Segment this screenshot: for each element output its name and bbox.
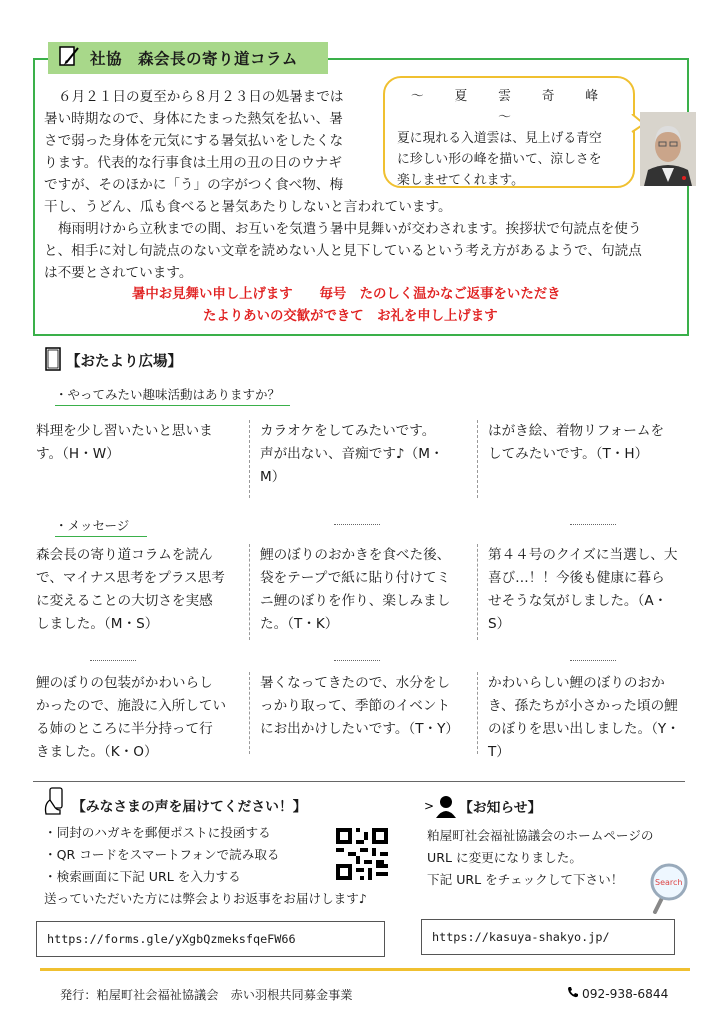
hand-phone-icon [42, 786, 68, 820]
svg-text:>: > [424, 799, 435, 813]
voices-url-field[interactable]: https://forms.gle/yXgbQzmeksfqeFW66 [36, 921, 385, 957]
voices-title: 【みなさまの声を届けてください！】 [72, 799, 307, 815]
footer-publisher: 発行：粕屋町社会福祉協議会 赤い羽根共同募金事業 [60, 988, 353, 1002]
person-icon [424, 794, 458, 822]
otayori-title: 【おたより広場】 [66, 354, 182, 370]
section-divider [33, 781, 685, 782]
separator [334, 660, 380, 661]
column-title-tab [48, 42, 328, 74]
voices-list: ・同封のハガキを郵便ポストに投函する ・QR コードをスマートフォンで読み取る ・検索画面に下記 URL を入力する [44, 825, 280, 884]
message-heading: ・メッセージ [55, 516, 147, 537]
haiku-title: ～ 夏 雲 奇 峰 ～ [410, 89, 629, 125]
footer-phone: 092-938-6844 [567, 986, 668, 1001]
separator [570, 524, 616, 525]
voices-note: 送っていただいた方には弊会よりお返事をお届けします♪ [44, 891, 367, 906]
letter-icon [44, 346, 62, 376]
haiku-bubble: ～ 夏 雲 奇 峰 ～ 夏に現れる入道雲は、見上げる青空 に珍しい形の峰を描いて、涼しさを 楽しませてくれます。 [383, 76, 635, 188]
separator [334, 524, 380, 525]
search-label: Search [655, 878, 683, 887]
search-magnifier-icon [645, 862, 689, 918]
column-divider [249, 544, 250, 640]
qr-code[interactable] [336, 828, 388, 880]
chairman-portrait [640, 112, 696, 186]
greeting-line-2: たよりあいの交歓ができて お礼を申し上げます [203, 309, 498, 324]
message-item: 第４４号のクイズに当選し、大 喜び…！！今後も健康に暮ら せそうな気がしました。（A・ S） [488, 547, 678, 632]
message-item: 暑くなってきたので、水分をし っかり取って、季節のイベント にお出かけしたいです。（T・Y） [260, 675, 460, 737]
notice-title: 【お知らせ】 [459, 800, 542, 816]
message-item: 鯉のぼりのおかきを食べた後、 袋をテープで紙に貼り付けてミ ニ鯉のぼりを作り、楽しみまし た。（T・K） [260, 547, 451, 632]
message-item: 森会長の寄り道コラムを読ん で、マイナス思考をプラス思考 に変えることの大切さを実感 しました。（M・S） [36, 547, 225, 632]
pen-paper-icon [58, 45, 80, 71]
hobby-answer: はがき絵、着物リフォームを してみたいです。（T・H） [488, 423, 665, 462]
hobby-answer: カラオケをしてみたいです。 声が出ない、音痴です♪（M・ M） [260, 423, 444, 485]
column-divider [249, 672, 250, 754]
notice-url-field[interactable]: https://kasuya-shakyo.jp/ [421, 919, 675, 955]
column-divider [477, 544, 478, 640]
separator [570, 660, 616, 661]
message-item: 鯉のぼりの包装がかわいらし かったので、施設に入所してい る姉のところに半分持って行 きました。（K・O） [36, 675, 227, 760]
footer-rule [40, 968, 690, 971]
column-divider [477, 672, 478, 754]
column-paragraph-2: 梅雨明けから立秋までの間、お互いを気遣う暑中見舞いが交わされます。挨拶状で句読点を使う と、相手に対し句読点のない文章を読めない人と見下しているという考え方があるようで、句読点 は不要とされています。 [44, 221, 642, 281]
hobby-answer: 料理を少し習いたいと思いま す。（H・W） [36, 423, 213, 462]
hobby-question: ・やってみたい趣味活動はありますか？ [55, 385, 290, 406]
column-title: 社協 森会長の寄り道コラム [90, 50, 298, 68]
greeting-line-1: 暑中お見舞い申し上げます 毎号 たのしく温かなご返事をいただき [132, 287, 561, 302]
column-divider [249, 420, 250, 498]
separator [90, 660, 136, 661]
column-divider [477, 420, 478, 498]
column-paragraph: ６月２１日の夏至から８月２３日の処暑までは 暑い時期なので、身体にたまった熱気を払い、暑 さで弱った身体を元気にする暑気払いをしたくな ります。代表的な行事食は土用の丑の日のウナギ ですが、そのほかに「う」の字がつく食べ物、梅 干し、うどん、瓜も食べると暑気あたりしないと言われています。 [44, 89, 452, 215]
message-item: かわいらしい鯉のぼりのおか き、孫たちが小さかった頃の鯉 のぼりを思い出しました。（Y・ T） [488, 675, 680, 760]
notice-text: 粕屋町社会福祉協議会のホームページの URL に変更になりました。 下記 URL をチェックして下さい！ [427, 828, 654, 887]
phone-icon [567, 986, 579, 1001]
